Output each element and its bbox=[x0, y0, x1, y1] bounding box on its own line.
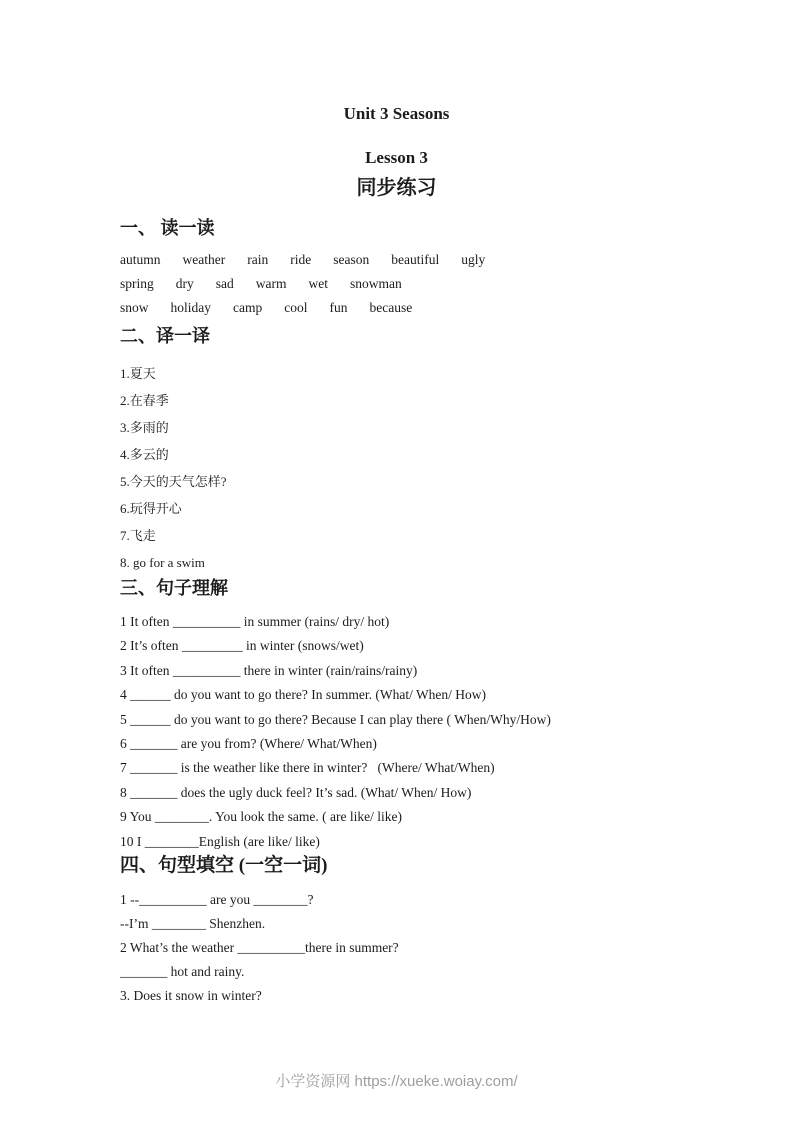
word: dry bbox=[175, 276, 194, 291]
word: weather bbox=[182, 252, 226, 267]
word: holiday bbox=[170, 300, 212, 315]
word: sad bbox=[215, 276, 234, 291]
section-fill-heading: 四、句型填空 (一空一词) bbox=[120, 855, 328, 877]
word: ugly bbox=[461, 252, 486, 267]
sentence-item: 2 It’s often _________ in winter (snows/wet) bbox=[120, 638, 364, 654]
word: wet bbox=[308, 276, 328, 291]
translate-item: 3.多雨的 bbox=[120, 420, 169, 435]
lesson-title: Lesson 3 bbox=[365, 148, 428, 167]
section-fill bbox=[120, 854, 703, 1008]
translate-item: 6.玩得开心 bbox=[120, 501, 182, 516]
word-row-3 bbox=[120, 296, 703, 320]
worksheet-subtitle: 同步练习 bbox=[356, 177, 437, 199]
word: camp bbox=[233, 300, 263, 315]
fill-item: 3. Does it snow in winter? bbox=[120, 988, 262, 1004]
word: because bbox=[369, 300, 413, 315]
section-comprehension-heading: 三、句子理解 bbox=[120, 578, 228, 598]
sentence-item: 4 ______ do you want to go there? In summer. (What/ When/ How) bbox=[120, 687, 487, 703]
word: beautiful bbox=[391, 252, 440, 267]
word: warm bbox=[255, 276, 287, 291]
footer-watermark bbox=[0, 1072, 793, 1092]
sentence-item: 5 ______ do you want to go there? Because I can play there ( When/Why/How) bbox=[120, 711, 551, 727]
word: rain bbox=[247, 252, 269, 267]
translate-item: 1.夏天 bbox=[120, 366, 156, 381]
fill-item: --I’m ________ Shenzhen. bbox=[120, 916, 266, 932]
translate-item: 2.在春季 bbox=[120, 393, 169, 408]
section-read-heading: 一、 读一读 bbox=[120, 218, 215, 238]
section-comprehension bbox=[120, 576, 703, 854]
word: season bbox=[333, 252, 370, 267]
unit-title: Unit 3 Seasons bbox=[343, 104, 450, 123]
translate-item: 8. go for a swim bbox=[120, 555, 205, 570]
word: spring bbox=[120, 276, 154, 291]
word: cool bbox=[284, 300, 308, 315]
word: fun bbox=[329, 300, 348, 315]
translate-item: 5.今天的天气怎样? bbox=[120, 474, 227, 489]
footer-url: https://xueke.woiay.com/ bbox=[354, 1073, 518, 1090]
fill-item: 1 --__________ are you ________? bbox=[120, 892, 314, 908]
word-row-1 bbox=[120, 248, 703, 272]
sentence-item: 10 I ________English (are like/ like) bbox=[120, 833, 320, 849]
word-row-2 bbox=[120, 272, 703, 296]
word: autumn bbox=[120, 252, 161, 267]
fill-item: _______ hot and rainy. bbox=[120, 964, 245, 980]
section-read bbox=[120, 216, 703, 320]
worksheet-body bbox=[0, 216, 793, 1008]
sentence-item: 7 _______ is the weather like there in winter? (Where/ What/When) bbox=[120, 760, 495, 776]
translate-item: 4.多云的 bbox=[120, 447, 169, 462]
translate-item: 7.飞走 bbox=[120, 528, 156, 543]
sentence-item: 6 _______ are you from? (Where/ What/When) bbox=[120, 736, 377, 752]
sentence-item: 8 _______ does the ugly duck feel? It’s sad. (What/ When/ How) bbox=[120, 784, 472, 800]
sentence-item: 1 It often __________ in summer (rains/ dry/ hot) bbox=[120, 614, 390, 629]
fill-item: 2 What’s the weather __________there in summer? bbox=[120, 940, 399, 956]
word: snowman bbox=[350, 276, 402, 291]
sentence-item: 3 It often __________ there in winter (rain/rains/rainy) bbox=[120, 662, 418, 678]
title-block bbox=[0, 0, 793, 200]
footer-site-name: 小学资源网 bbox=[275, 1073, 351, 1090]
word: ride bbox=[290, 252, 312, 267]
sentence-item: 9 You ________. You look the same. ( are like/ like) bbox=[120, 809, 402, 825]
section-translate bbox=[120, 324, 703, 576]
word: snow bbox=[120, 300, 149, 315]
section-translate-heading: 二、译一译 bbox=[120, 326, 210, 346]
